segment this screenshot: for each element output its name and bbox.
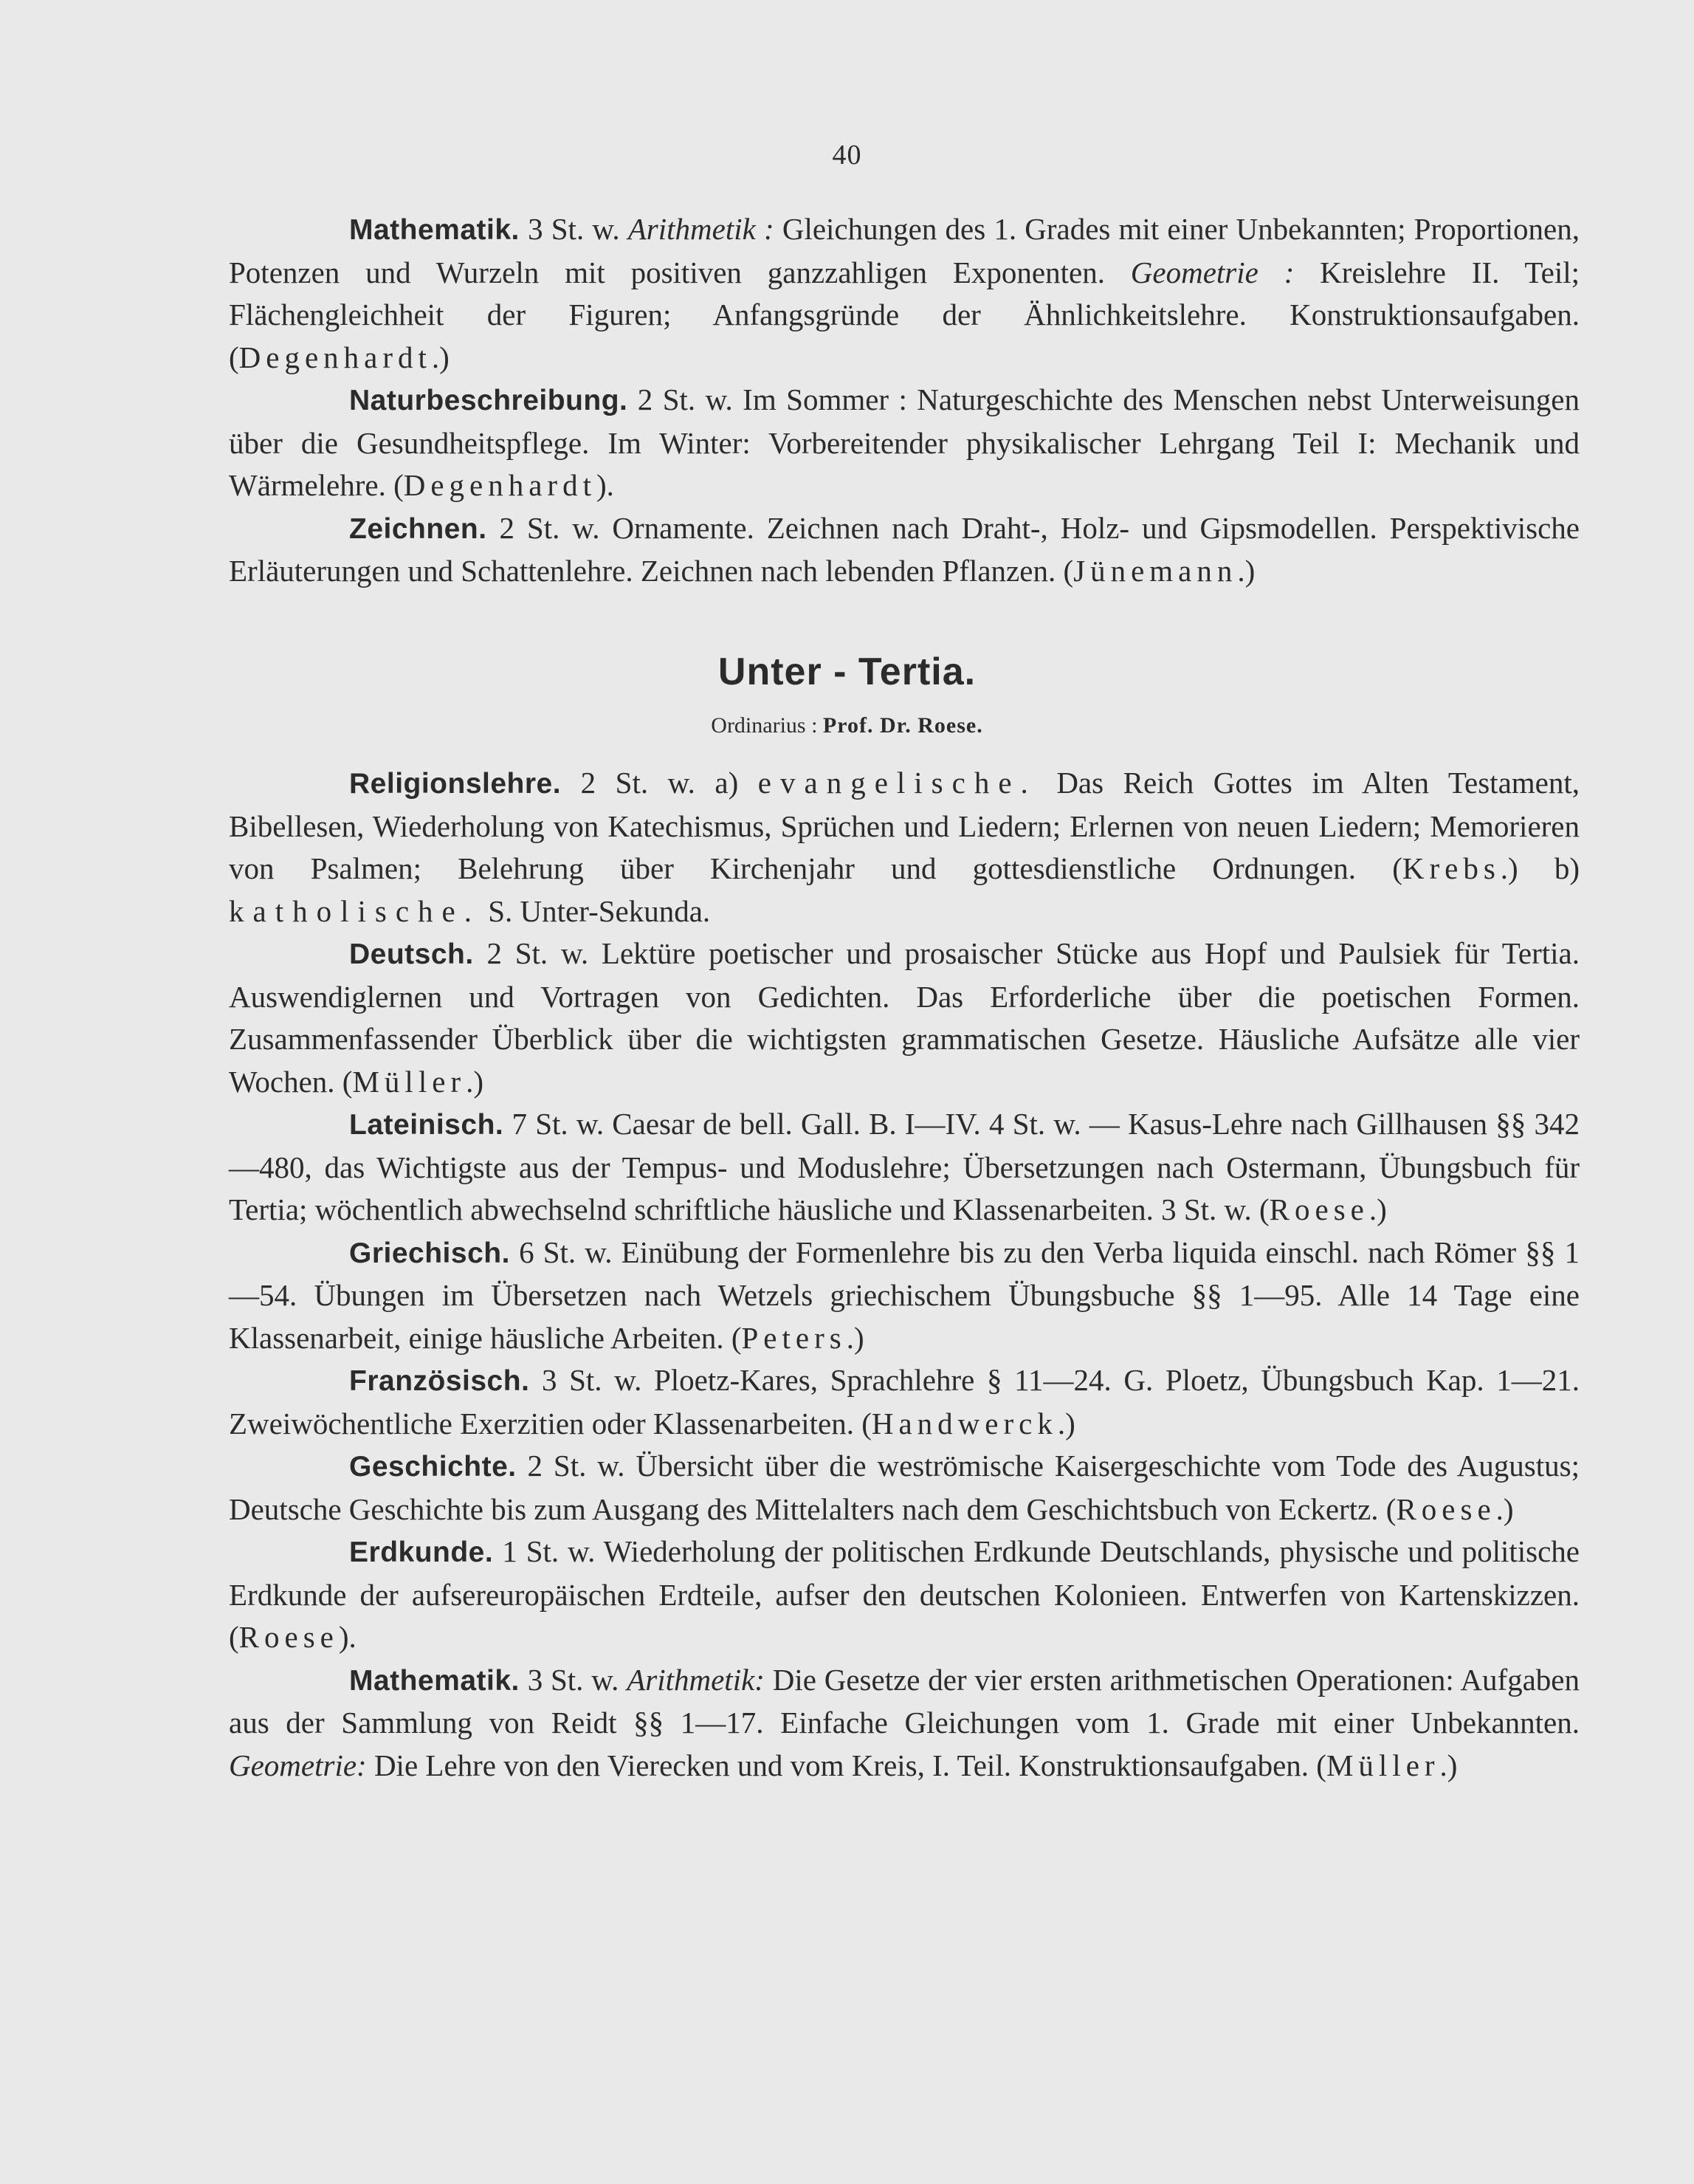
- ordinarius-line: [0, 713, 1694, 738]
- entry-erdkunde: Erdkunde. 1 St. w. Wiederholung der politischen Erdkunde Deutschlands, physische und politische Erdkunde der aufsereuropäischen Erdteile, aufser den deutschen Kolonieen. Entwerfen von Kartenskizzen. (Roese).: [229, 1534, 1580, 1654]
- denomination-label: katholische.: [229, 893, 481, 928]
- topic-label: Arithmetik:: [627, 1662, 765, 1697]
- entry-geschichte: Geschichte. 2 St. w. Übersicht über die weströmische Kaisergeschichte vom Tode des Augustus; Deutsche Geschichte bis zum Ausgang des Mittelalters nach dem Geschichtsbuch von Eckertz. (Roese.): [229, 1449, 1580, 1526]
- subject-heading: Religionslehre.: [349, 768, 562, 800]
- subject-heading: Mathematik.: [349, 214, 520, 246]
- ordinarius-label: Ordinarius :: [711, 713, 818, 738]
- topic-label: Geometrie:: [229, 1748, 367, 1782]
- top-entries: [229, 208, 1580, 593]
- topic-label: Arithmetik :: [627, 212, 774, 246]
- entry-griechisch: Griechisch. 6 St. w. Einübung der Formenlehre bis zu den Verba liquida einschl. nach Römer §§ 1—54. Übungen im Übersetzen nach Wetzels griechischem Übungsbuche §§ 1—95. Alle 14 Tage eine Klassenarbeit, einige häusliche Arbeiten. (Peters.): [229, 1234, 1580, 1355]
- section-title: Unter - Tertia.: [717, 650, 977, 693]
- teacher-name: Roese: [238, 1620, 339, 1654]
- subject-heading: Lateinisch.: [349, 1109, 504, 1141]
- entry-zeichnen: Zeichnen. 2 St. w. Ornamente. Zeichnen nach Draht-, Holz- und Gipsmodellen. Perspektivische Erläuterungen und Schattenlehre. Zeichnen nach lebenden Pflanzen. (Jünemann.): [229, 510, 1580, 588]
- entry-mathematik-untertertia: Mathematik. 3 St. w. Arithmetik: Die Gesetze der vier ersten arithmetischen Operationen: Aufgaben aus der Sammlung von Reidt §§ 1—17. Einfache Gleichungen vom 1. Grade mit einer Unbekannten. Geometrie: Die Lehre von den Vierecken und vom Kreis, I. Teil. Konstruktionsaufgaben. (Müller.): [229, 1662, 1580, 1782]
- teacher-name: Krebs: [1402, 851, 1501, 885]
- subject-heading: Deutsch.: [349, 938, 474, 970]
- teacher-name: Müller: [1326, 1748, 1440, 1782]
- entry-religionslehre: Religionslehre. 2 St. w. a) evangelische. Das Reich Gottes im Alten Testament, Bibellesen, Wiederholung von Katechismus, Sprüchen und Liedern; Erlernen von neuen Liedern; Memorieren von Psalmen; Belehrung über Kirchenjahr und gottesdienstliche Ordnungen. (Krebs.) b) katholische. S. Unter-Sekunda.: [229, 766, 1580, 928]
- entry-naturbeschreibung: Naturbeschreibung. 2 St. w. Im Sommer : Naturgeschichte des Menschen nebst Unterweisungen über die Gesundheitspflege. Im Winter: Vorbereitender physikalischer Lehrgang Teil I: Mechanik und Wärmelehre. (Degenhardt).: [229, 382, 1580, 502]
- teacher-name: Jünemann: [1073, 554, 1238, 588]
- denomination-label: evangelische.: [757, 766, 1037, 800]
- page-number: 40: [832, 140, 862, 171]
- entry-deutsch: Deutsch. 2 St. w. Lektüre poetischer und prosaischer Stücke aus Hopf und Paulsiek für Tertia. Auswendiglernen und Vortragen von Gedichten. Das Erforderliche über die poetischen Formen. Zusammenfassender Überblick über die wichtigsten grammatischen Gesetze. Häusliche Aufsätze alle vier Wochen. (Müller.): [229, 936, 1580, 1099]
- teacher-name: Peters: [741, 1320, 847, 1355]
- subject-heading: Französisch.: [349, 1365, 530, 1397]
- entry-lateinisch: Lateinisch. 7 St. w. Caesar de bell. Gall. B. I—IV. 4 St. w. — Kasus-Lehre nach Gillhausen §§ 342—480, das Wichtigste aus der Tempus- und Moduslehre; Übersetzungen nach Ostermann, Übungsbuch für Tertia; wöchentlich abwechselnd schriftliche häusliche und Klassenarbeiten. 3 St. w. (Roese.): [229, 1107, 1580, 1226]
- ordinarius-name: Prof. Dr. Roese.: [822, 713, 983, 738]
- teacher-name: Degenhardt: [403, 468, 596, 502]
- untertertia-entries: [229, 762, 1580, 1787]
- subject-heading: Geschichte.: [349, 1451, 517, 1483]
- teacher-name: Roese: [1396, 1491, 1496, 1526]
- subject-heading: Zeichnen.: [349, 512, 487, 545]
- teacher-name: Degenhardt: [238, 340, 432, 374]
- entry-mathematik-obertertia: Mathematik. 3 St. w. Arithmetik : Gleichungen des 1. Grades mit einer Unbekannten; Proportionen, Potenzen und Wurzeln mit positiven ganzzahligen Exponenten. Geometrie : Kreislehre II. Teil; Flächengleichheit der Figuren; Anfangsgründe der Ähnlichkeitslehre. Konstruktionsaufgaben. (Degenhardt.): [229, 212, 1580, 374]
- subject-heading: Naturbeschreibung.: [349, 385, 628, 416]
- teacher-name: Handwerck: [871, 1406, 1058, 1440]
- topic-label: Geometrie :: [1130, 255, 1295, 289]
- teacher-name: Roese: [1269, 1192, 1369, 1226]
- subject-heading: Griechisch.: [349, 1237, 510, 1269]
- subject-heading: Erdkunde.: [349, 1536, 494, 1568]
- teacher-name: Müller: [352, 1064, 466, 1099]
- entry-franzoesisch: Französisch. 3 St. w. Ploetz-Kares, Sprachlehre § 11—24. G. Ploetz, Übungsbuch Kap. 1—21. Zweiwöchentliche Exerzitien oder Klassenarbeiten. (Handwerck.): [229, 1363, 1580, 1440]
- subject-heading: Mathematik.: [349, 1664, 520, 1697]
